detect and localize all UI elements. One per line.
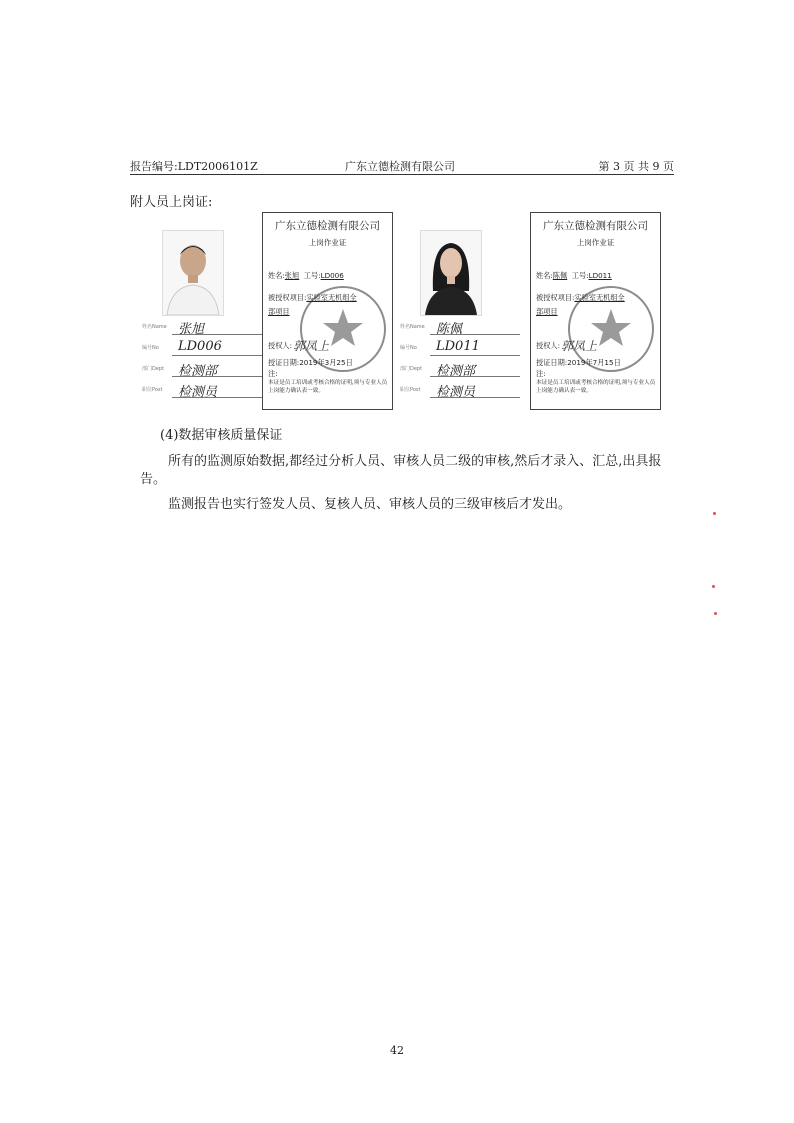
person-card-1 [140,212,262,410]
attached-certificates-label: 附人员上岗证: [130,195,213,210]
certificate-note: 本证是员工培训或考核合格的证明,须与专业人员上岗能力确认表一致。 [536,380,656,394]
certificate-scope-line: 被授权项目:实验室无机组全 [268,293,357,302]
section-heading: (4)数据审核质量保证 [160,428,283,443]
scan-mark [712,585,715,588]
authorizer-signature: 郭凤上 [293,339,330,353]
scan-mark [713,512,716,515]
certificate-company: 广东立德检测有限公司 [275,220,380,232]
certificate-name-line: 姓名:陈佩 工号:LD011 [536,271,612,280]
certificate-note-label: 注: [268,369,278,378]
certificate-scope-line-2: 部项目 [536,307,558,316]
certificate-note-label: 注: [536,369,546,378]
certificate-name-line: 姓名:张旭 工号:LD006 [268,271,344,280]
paragraph-1: 所有的监测原始数据,都经过分析人员、审核人员二级的审核,然后才录入、汇总,出具报告。 [140,454,662,487]
person-field-post: 职位Post 检测员 [398,381,520,399]
header-company: 广东立德检测有限公司 [345,160,455,173]
person-card-2 [398,212,520,410]
person-field-name: 姓名Name 陈佩 [398,318,520,336]
certificate-scope-line: 被授权项目:实验室无机组全 [536,293,625,302]
person-photo [162,230,224,316]
person-field-dept: 部门Dept 检测部 [398,360,520,378]
certificate-authorizer-line: 授权人: [536,341,560,350]
certificate-title: 上岗作业证 [308,238,347,247]
certificate-scope-line-2: 部项目 [268,307,290,316]
work-certificate-2 [530,212,661,410]
authorizer-signature: 郭凤上 [561,339,598,353]
person-photo [420,230,482,316]
person-field-name: 姓名Name 张旭 [140,318,262,336]
page-header [130,158,674,174]
certificate-note: 本证是员工培训或考核合格的证明,须与专业人员上岗能力确认表一致。 [268,380,388,394]
page-info: 第 3 页 共 9 页 [598,160,674,173]
header-divider [130,174,674,175]
person-field-post: 职位Post 检测员 [140,381,262,399]
certificate-authorizer-line: 授权人: [268,341,292,350]
certificate-title: 上岗作业证 [576,238,615,247]
scan-mark [714,612,717,615]
person-field-number: 编号No LD006 [140,339,262,357]
paragraph-2: 监测报告也实行签发人员、复核人员、审核人员的三级审核后才发出。 [168,497,572,512]
person-field-number: 编号No LD011 [398,339,520,357]
certificate-date-line: 授证日期:2019年3月25日 [268,358,353,367]
page-number: 42 [390,1044,404,1057]
person-field-dept: 部门Dept 检测部 [140,360,262,378]
certificate-date-line: 授证日期:2019年7月15日 [536,358,621,367]
work-certificate-1 [262,212,393,410]
certificate-company: 广东立德检测有限公司 [543,220,648,232]
report-number: 报告编号:LDT2006101Z [130,160,258,173]
